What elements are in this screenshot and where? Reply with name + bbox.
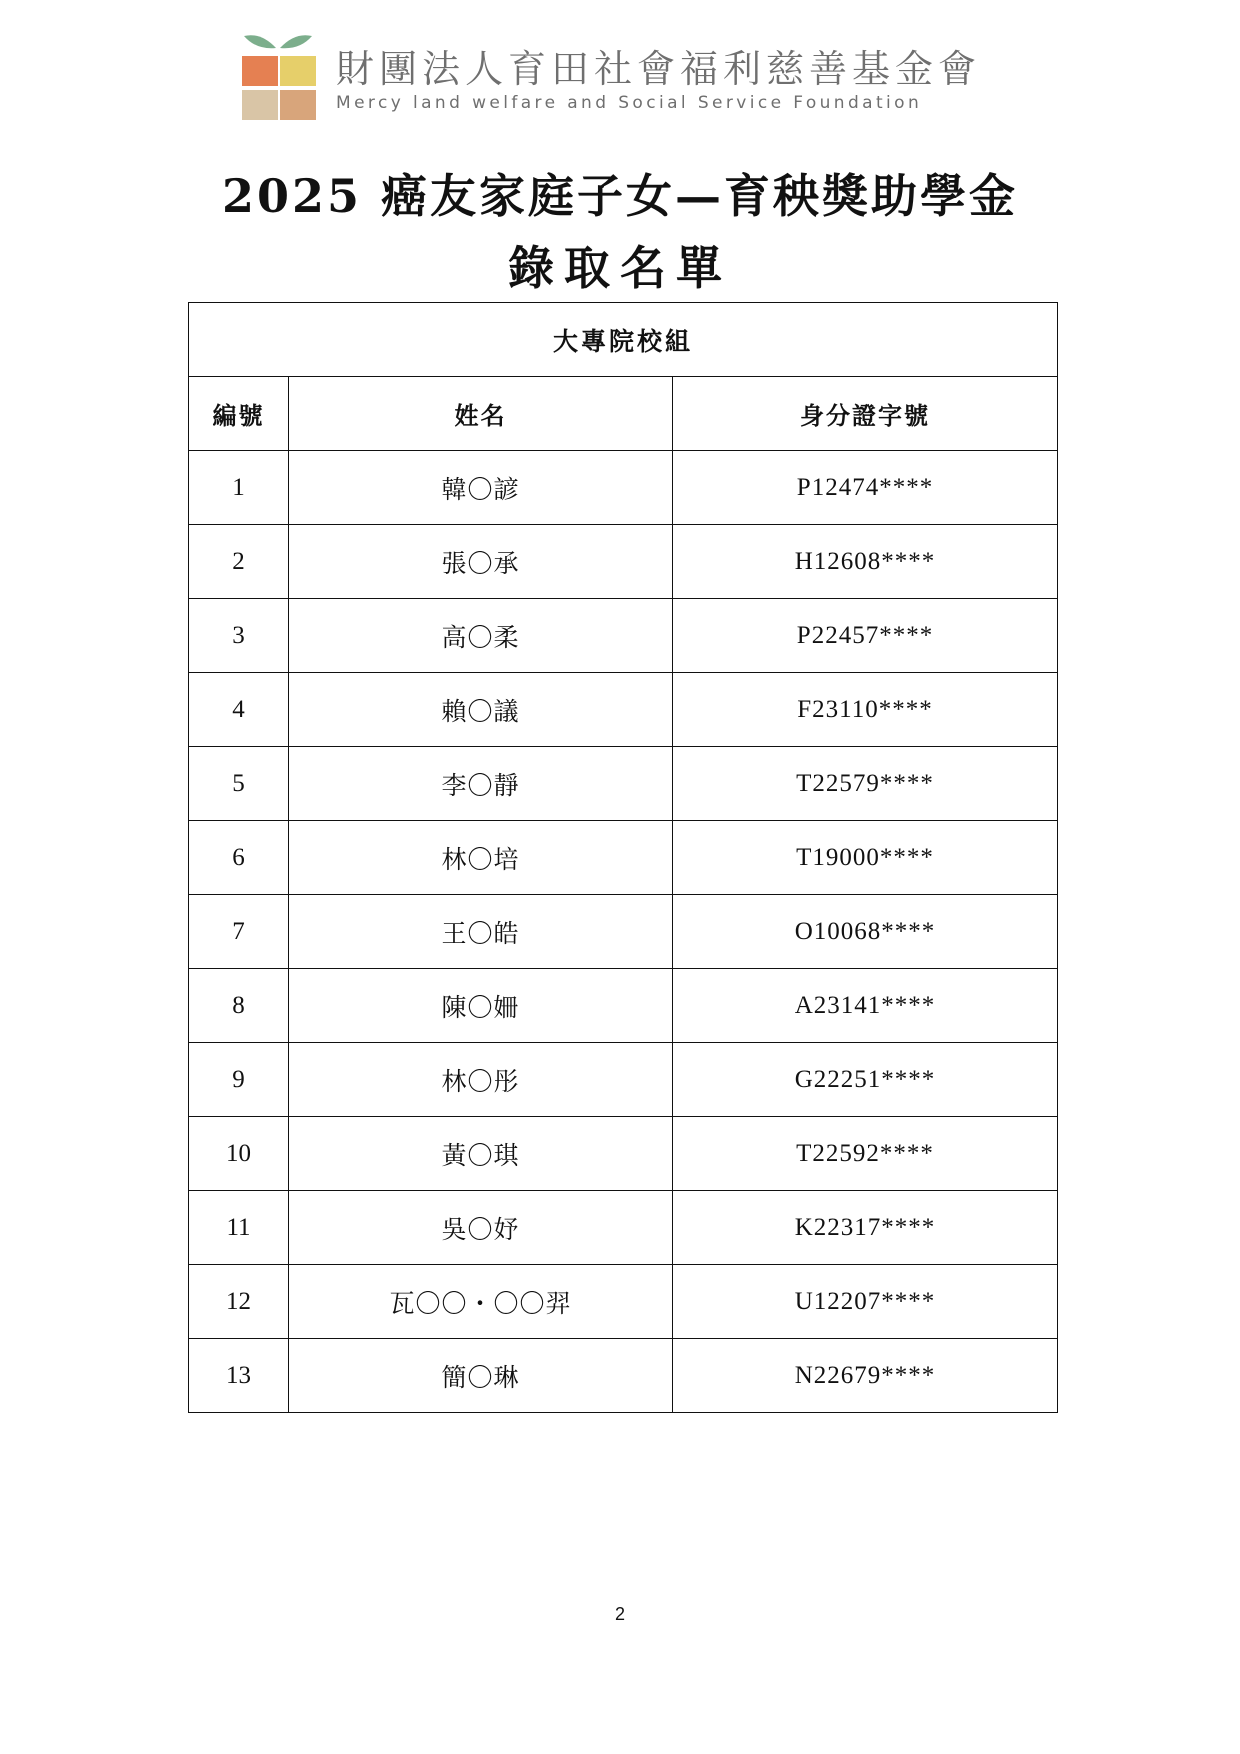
table-row: [189, 451, 1058, 525]
table-row: [189, 673, 1058, 747]
column-header-row: [189, 377, 1058, 451]
recipient-name: 高〇柔: [289, 599, 673, 673]
recipient-table: [188, 302, 1058, 1413]
org-name-chinese: 財團法人育田社會福利慈善基金會: [336, 47, 982, 91]
logo-square-yellow: [280, 56, 316, 86]
row-number: 3: [189, 599, 289, 673]
table-row: [189, 1117, 1058, 1191]
recipient-name: 陳〇姍: [289, 969, 673, 1043]
id-number: P12474****: [673, 451, 1058, 525]
id-number: F23110****: [673, 673, 1058, 747]
table-row: [189, 1191, 1058, 1265]
document-subtitle: 錄取名單: [508, 241, 732, 295]
row-number: 1: [189, 451, 289, 525]
id-number: G22251****: [673, 1043, 1058, 1117]
column-header-id: 身分證字號: [673, 377, 1058, 451]
table-row: [189, 1339, 1058, 1413]
column-header-name: 姓名: [289, 377, 673, 451]
row-number: 2: [189, 525, 289, 599]
recipient-name: 簡〇琳: [289, 1339, 673, 1413]
page-number: 2: [614, 1604, 625, 1624]
table-row: [189, 747, 1058, 821]
recipient-name: 林〇彤: [289, 1043, 673, 1117]
logo-square-tan: [280, 90, 316, 120]
document-title: 2025 癌友家庭子女—育秧獎助學金: [221, 169, 1019, 223]
id-number: N22679****: [673, 1339, 1058, 1413]
recipient-name: 張〇承: [289, 525, 673, 599]
table-row: [189, 821, 1058, 895]
table-row: [189, 1265, 1058, 1339]
recipient-name: 吳〇妤: [289, 1191, 673, 1265]
id-number: T22579****: [673, 747, 1058, 821]
row-number: 9: [189, 1043, 289, 1117]
recipient-name: 黃〇琪: [289, 1117, 673, 1191]
recipient-name: 王〇皓: [289, 895, 673, 969]
table-row: [189, 1043, 1058, 1117]
table-row: [189, 525, 1058, 599]
row-number: 6: [189, 821, 289, 895]
logo-square-orange: [242, 56, 278, 86]
row-number: 13: [189, 1339, 289, 1413]
group-header: 大專院校組: [189, 303, 1058, 377]
id-number: U12207****: [673, 1265, 1058, 1339]
recipient-name: 林〇培: [289, 821, 673, 895]
table-row: [189, 969, 1058, 1043]
table-row: [189, 895, 1058, 969]
sprout-logo-icon: [238, 34, 318, 126]
row-number: 12: [189, 1265, 289, 1339]
recipient-name: 賴〇議: [289, 673, 673, 747]
recipient-name: 李〇靜: [289, 747, 673, 821]
recipient-name: 瓦〇〇・〇〇羿: [289, 1265, 673, 1339]
column-header-number: 編號: [189, 377, 289, 451]
row-number: 5: [189, 747, 289, 821]
id-number: K22317****: [673, 1191, 1058, 1265]
left-leaf-icon: [244, 34, 278, 50]
id-number: A23141****: [673, 969, 1058, 1043]
id-number: T22592****: [673, 1117, 1058, 1191]
foundation-logo: [238, 34, 981, 126]
row-number: 7: [189, 895, 289, 969]
logo-square-beige: [242, 90, 278, 120]
org-name-english: Mercy land welfare and Social Service Foundation: [336, 93, 923, 113]
row-number: 8: [189, 969, 289, 1043]
row-number: 4: [189, 673, 289, 747]
recipient-name: 韓〇諺: [289, 451, 673, 525]
right-leaf-icon: [278, 34, 312, 50]
id-number: P22457****: [673, 599, 1058, 673]
row-number: 11: [189, 1191, 289, 1265]
id-number: T19000****: [673, 821, 1058, 895]
table-row: [189, 599, 1058, 673]
id-number: H12608****: [673, 525, 1058, 599]
row-number: 10: [189, 1117, 289, 1191]
id-number: O10068****: [673, 895, 1058, 969]
